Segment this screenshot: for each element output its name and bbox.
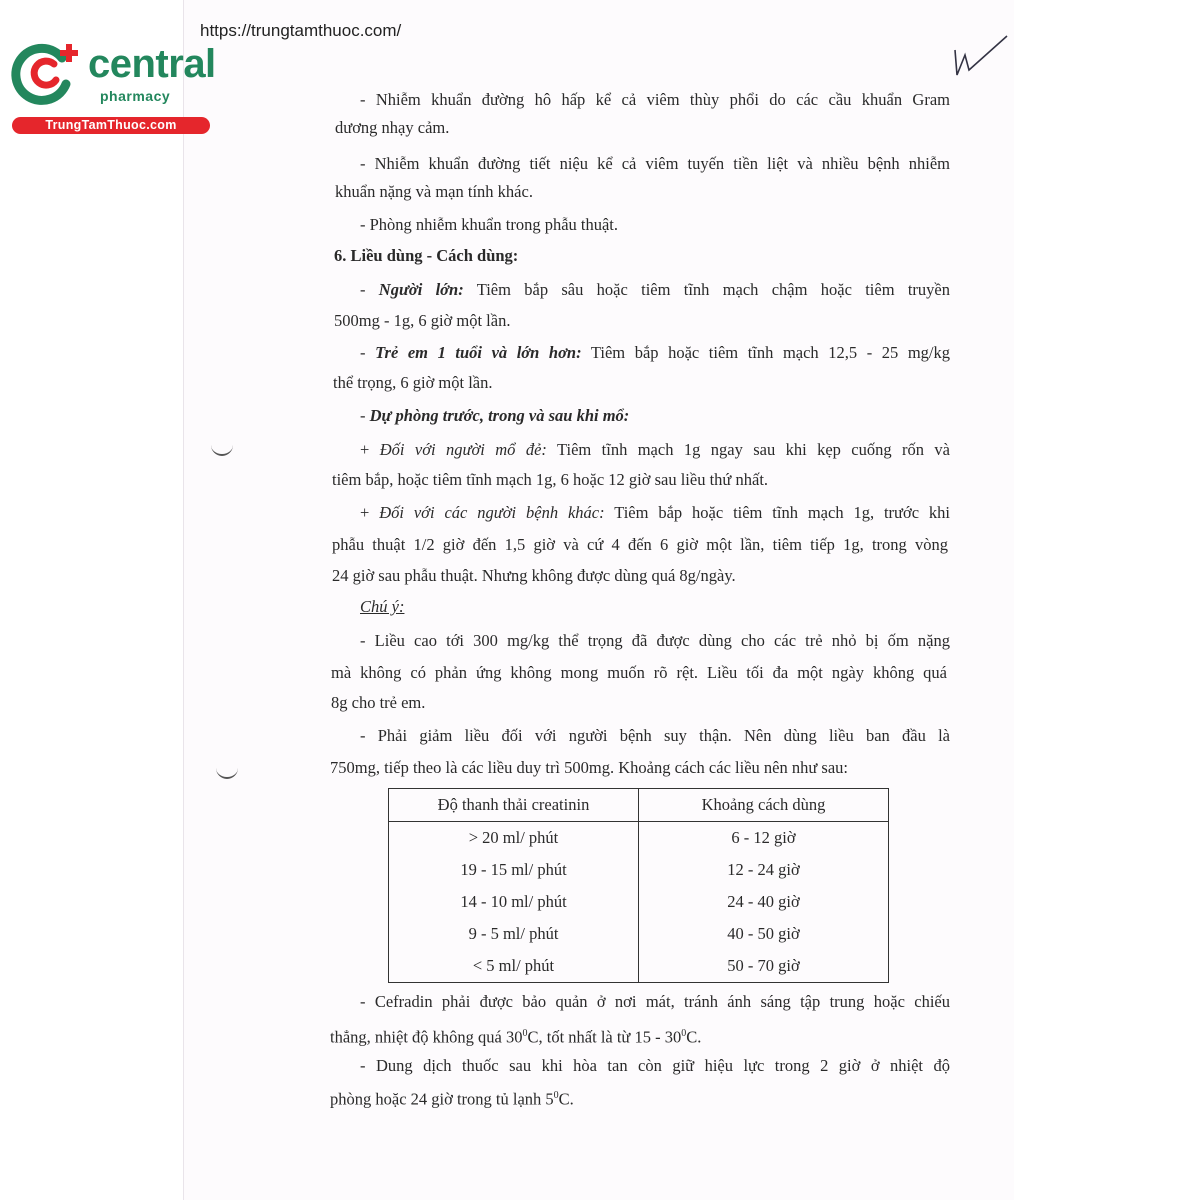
text-line: 500mg - 1g, 6 giờ một lần. (334, 311, 511, 330)
text-span: C. (558, 1089, 574, 1109)
solution-storage-line (330, 1085, 950, 1111)
column-header-interval: Khoảng cách dùng (639, 789, 889, 822)
child-text: Tiêm bắp hoặc tiêm tĩnh mạch 12,5 - 25 mg/kg (581, 343, 950, 362)
other-label: Đối với các người bệnh khác: (379, 503, 605, 522)
note-label-line (330, 596, 950, 618)
bullet-dash: - (360, 406, 370, 425)
text-line: 8g cho trẻ em. (331, 693, 426, 712)
text-line: - Cefradin phải được bảo quản ở nơi mát, tránh ánh sáng tập trung hoặc chiếu (360, 992, 950, 1011)
text-line: - Phải giảm liều đối với người bệnh suy thận. Nên dùng liều ban đầu là (360, 726, 950, 745)
dosage-csection (330, 439, 950, 461)
text-line: - Phòng nhiễm khuẩn trong phẫu thuật. (360, 215, 619, 234)
text-line: 24 giờ sau phẫu thuật. Nhưng không được dùng quá 8g/ngày. (332, 566, 736, 585)
prophylaxis-label: Dự phòng trước, trong và sau khi mổ: (369, 406, 630, 425)
degree-superscript: 0 (522, 1028, 528, 1039)
other-text: Tiêm bắp hoặc tiêm tĩnh mạch 1g, trước khi (604, 503, 951, 522)
csection-text: Tiêm tĩnh mạch 1g ngay sau khi kẹp cuống rốn và (546, 440, 950, 459)
clearance-cell: < 5 ml/ phút (389, 950, 639, 983)
section-heading: 6. Liều dùng - Cách dùng: (334, 246, 519, 265)
adult-text: Tiêm bắp sâu hoặc tiêm tĩnh mạch chậm hoặc tiêm truyền (463, 280, 950, 299)
table-header-row (389, 789, 889, 822)
clearance-cell: 14 - 10 ml/ phút (389, 886, 639, 918)
column-header-clearance: Độ thanh thải creatinin (389, 789, 639, 822)
clearance-cell: 19 - 15 ml/ phút (389, 854, 639, 886)
dosage-other-patients (330, 502, 950, 524)
text-line: - Nhiễm khuẩn đường tiết niệu kể cả viêm tuyến tiền liệt và nhiều bệnh nhiễm (360, 154, 950, 173)
text-span: C, tốt nhất là từ 15 - 30 (527, 1027, 682, 1047)
text-line: - Liều cao tới 300 mg/kg thể trọng đã được dùng cho các trẻ nhỏ bị ốm nặng (360, 631, 950, 650)
dosage-child (330, 342, 950, 364)
table-row (389, 822, 889, 855)
bullet-dash: - (360, 343, 376, 362)
text-line: thể trọng, 6 giờ một lần. (333, 373, 493, 392)
text-line: dương nhạy cảm. (335, 118, 450, 137)
clearance-cell: > 20 ml/ phút (389, 822, 639, 855)
text-line: phẫu thuật 1/2 giờ đến 1,5 giờ và cứ 4 đến 6 giờ một lần, tiêm tiếp 1g, trong vòng (332, 535, 948, 554)
interval-cell: 40 - 50 giờ (639, 918, 889, 950)
logo-subtitle: pharmacy (100, 88, 171, 104)
dosage-prophylaxis (330, 405, 950, 427)
watermark-url[interactable]: https://trungtamthuoc.com/ (200, 21, 402, 40)
dosage-interval-table (388, 788, 889, 983)
text-span: C. (686, 1027, 702, 1047)
text-line: tiêm bắp, hoặc tiêm tĩnh mạch 1g, 6 hoặc 12 giờ sau liều thứ nhất. (332, 470, 769, 489)
text-line: khuẩn nặng và mạn tính khác. (335, 182, 533, 201)
storage-temperature-line (330, 1023, 950, 1049)
text-span: phòng hoặc 24 giờ trong tủ lạnh 5 (330, 1089, 554, 1109)
text-span: thẳng, nhiệt độ không quá 30 (330, 1027, 523, 1047)
table-row (389, 950, 889, 983)
note-label: Chú ý: (360, 597, 405, 616)
logo-banner: TrungTamThuoc.com (12, 117, 210, 134)
csection-label: Đối với người mổ đẻ: (379, 440, 547, 459)
interval-cell: 24 - 40 giờ (639, 886, 889, 918)
central-pharmacy-logo[interactable] (10, 38, 215, 138)
logo-wordmark: central (88, 42, 216, 86)
interval-cell: 12 - 24 giờ (639, 854, 889, 886)
text-line: mà không có phản ứng không mong muốn rõ rệt. Liều tối đa một ngày không quá (331, 663, 947, 682)
text-line: - Nhiễm khuẩn đường hô hấp kể cả viêm thùy phổi do các cầu khuẩn Gram (360, 90, 950, 109)
interval-cell: 6 - 12 giờ (639, 822, 889, 855)
pharmacy-cross-icon (10, 38, 80, 108)
degree-superscript: 0 (553, 1090, 559, 1101)
table-row (389, 854, 889, 886)
bullet-dash: - (360, 280, 379, 299)
adult-label: Người lớn: (378, 280, 464, 299)
bullet-plus: + (360, 440, 380, 459)
degree-superscript: 0 (681, 1028, 687, 1039)
dosage-adult (330, 279, 950, 301)
interval-cell: 50 - 70 giờ (639, 950, 889, 983)
initials-signature-icon (945, 30, 1015, 90)
bullet-plus: + (360, 503, 380, 522)
table-row (389, 918, 889, 950)
table-row (389, 886, 889, 918)
text-line: 750mg, tiếp theo là các liều duy trì 500mg. Khoảng cách các liều nên như sau: (330, 758, 848, 777)
clearance-cell: 9 - 5 ml/ phút (389, 918, 639, 950)
child-label: Trẻ em 1 tuổi và lớn hơn: (375, 343, 582, 362)
text-line: - Dung dịch thuốc sau khi hòa tan còn giữ hiệu lực trong 2 giờ ở nhiệt độ (360, 1056, 950, 1075)
